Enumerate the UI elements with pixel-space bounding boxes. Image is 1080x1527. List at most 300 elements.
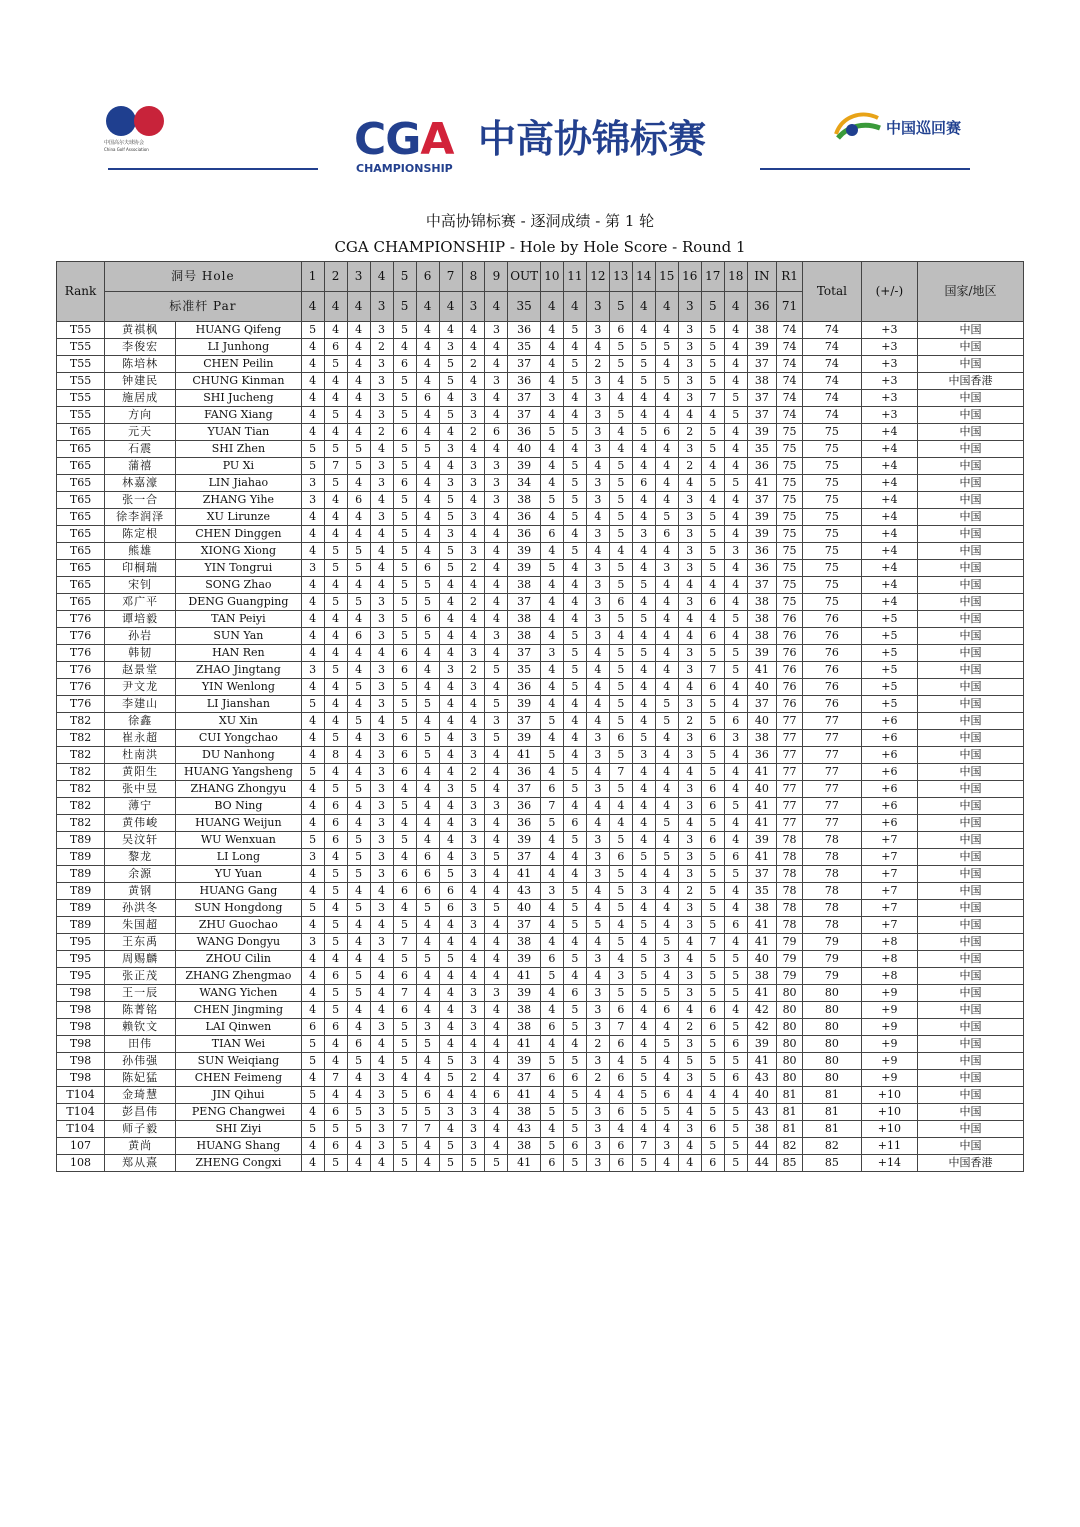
hole-score: 4 xyxy=(586,764,609,781)
hole-score: 39 xyxy=(508,1053,540,1070)
player-to-par: +4 xyxy=(861,509,917,526)
hole-score: 4 xyxy=(632,713,655,730)
hole-score: 4 xyxy=(678,628,701,645)
hole-score: 80 xyxy=(777,1070,803,1087)
hole-score: 41 xyxy=(747,985,776,1002)
hole-score: 4 xyxy=(540,730,563,747)
hole-score: 5 xyxy=(563,679,586,696)
hole-score: 4 xyxy=(655,492,678,509)
hole-score: 3 xyxy=(370,662,393,679)
hole-score: 5 xyxy=(439,951,462,968)
hole-score: 4 xyxy=(324,492,347,509)
hole-score: 3 xyxy=(678,1070,701,1087)
hole-score: 3 xyxy=(370,356,393,373)
hole-score: 3 xyxy=(678,645,701,662)
par-value: 4 xyxy=(485,292,508,322)
hole-score: 5 xyxy=(609,662,632,679)
hole-score: 6 xyxy=(609,1070,632,1087)
hole-score: 4 xyxy=(655,1121,678,1138)
hole-score: 3 xyxy=(462,645,485,662)
hole-score: 3 xyxy=(462,832,485,849)
hole-score: 38 xyxy=(508,1104,540,1121)
hole-score: 4 xyxy=(724,424,747,441)
hole-score: 5 xyxy=(462,1155,485,1172)
hole-score: 3 xyxy=(724,730,747,747)
hole-score: 5 xyxy=(701,696,724,713)
hole-score: 5 xyxy=(563,424,586,441)
hole-number: 14 xyxy=(632,262,655,292)
hole-score: 74 xyxy=(777,339,803,356)
hole-score: 4 xyxy=(655,747,678,764)
hole-score: 4 xyxy=(632,696,655,713)
hole-score: 76 xyxy=(777,679,803,696)
par-value: 4 xyxy=(301,292,324,322)
table-row xyxy=(57,645,1024,662)
hole-score: 6 xyxy=(655,424,678,441)
hole-score: 4 xyxy=(586,968,609,985)
player-rank: T98 xyxy=(57,1070,105,1087)
hole-score: 3 xyxy=(370,611,393,628)
hole-score: 4 xyxy=(324,849,347,866)
hole-score: 5 xyxy=(324,985,347,1002)
player-nation: 中国 xyxy=(918,866,1024,883)
hole-score: 2 xyxy=(586,1070,609,1087)
player-nation: 中国 xyxy=(918,475,1024,492)
hole-score: 6 xyxy=(301,1019,324,1036)
hole-score: 4 xyxy=(462,968,485,985)
player-name-cn: 钟建民 xyxy=(105,373,176,390)
hole-score: 3 xyxy=(301,475,324,492)
hole-score: 4 xyxy=(724,934,747,951)
hole-score: 4 xyxy=(655,458,678,475)
hole-score: 5 xyxy=(416,1104,439,1121)
hole-score: 4 xyxy=(462,696,485,713)
hole-score: 5 xyxy=(701,339,724,356)
hole-number: 13 xyxy=(609,262,632,292)
hole-score: 3 xyxy=(439,475,462,492)
hole-score: 5 xyxy=(701,1104,724,1121)
hole-score: 3 xyxy=(370,373,393,390)
hole-score: 4 xyxy=(393,815,416,832)
hole-score: 4 xyxy=(632,543,655,560)
hole-score: 5 xyxy=(724,611,747,628)
table-row xyxy=(57,611,1024,628)
hole-score: 4 xyxy=(485,747,508,764)
player-to-par: +10 xyxy=(861,1121,917,1138)
hole-score: 5 xyxy=(632,1053,655,1070)
player-name-cn: 宋钊 xyxy=(105,577,176,594)
player-total: 81 xyxy=(803,1087,862,1104)
hole-score: 4 xyxy=(485,560,508,577)
player-total: 75 xyxy=(803,526,862,543)
hole-score: 4 xyxy=(416,424,439,441)
hole-score: 5 xyxy=(609,356,632,373)
hole-score: 4 xyxy=(563,1036,586,1053)
player-nation: 中国 xyxy=(918,560,1024,577)
hole-score: 4 xyxy=(439,968,462,985)
hole-score: 78 xyxy=(777,832,803,849)
hole-score: 5 xyxy=(393,322,416,339)
hole-score: 75 xyxy=(777,543,803,560)
player-to-par: +4 xyxy=(861,492,917,509)
hole-score: 5 xyxy=(393,679,416,696)
cga-wordmark xyxy=(354,114,454,165)
hole-score: 6 xyxy=(701,832,724,849)
hole-score: 5 xyxy=(393,1155,416,1172)
hole-score: 38 xyxy=(747,730,776,747)
hole-score: 4 xyxy=(485,832,508,849)
hole-score: 5 xyxy=(701,849,724,866)
table-row xyxy=(57,781,1024,798)
hole-score: 4 xyxy=(347,407,370,424)
hole-score: 4 xyxy=(701,407,724,424)
hole-score: 4 xyxy=(393,781,416,798)
hole-score: 6 xyxy=(540,526,563,543)
par-value: 4 xyxy=(439,292,462,322)
player-nation: 中国 xyxy=(918,934,1024,951)
hole-score: 5 xyxy=(393,798,416,815)
hole-score: 38 xyxy=(508,934,540,951)
hole-score: 4 xyxy=(655,577,678,594)
hole-score: 40 xyxy=(747,713,776,730)
player-to-par: +8 xyxy=(861,968,917,985)
hole-score: 5 xyxy=(301,1121,324,1138)
hole-score: 2 xyxy=(678,883,701,900)
hole-score: 4 xyxy=(347,883,370,900)
hole-score: 5 xyxy=(324,560,347,577)
hole-score: 5 xyxy=(540,1104,563,1121)
player-nation: 中国香港 xyxy=(918,1155,1024,1172)
hole-score: 4 xyxy=(462,441,485,458)
par-value: 3 xyxy=(678,292,701,322)
table-row xyxy=(57,339,1024,356)
hole-score: 4 xyxy=(632,764,655,781)
hole-score: 6 xyxy=(609,1002,632,1019)
player-total: 77 xyxy=(803,747,862,764)
hole-score: 37 xyxy=(508,390,540,407)
hole-score: 4 xyxy=(655,1053,678,1070)
hole-score: 6 xyxy=(724,917,747,934)
hole-score: 3 xyxy=(586,475,609,492)
hole-score: 4 xyxy=(347,1087,370,1104)
player-name-cn: 陈培林 xyxy=(105,356,176,373)
hole-score: 5 xyxy=(609,781,632,798)
hole-score: 4 xyxy=(370,526,393,543)
hole-score: 43 xyxy=(747,1070,776,1087)
hole-score: 78 xyxy=(777,883,803,900)
player-name-en: WANG Yichen xyxy=(176,985,301,1002)
hole-score: 4 xyxy=(416,764,439,781)
player-name-cn: 黄尚 xyxy=(105,1138,176,1155)
hole-score: 5 xyxy=(439,1155,462,1172)
cga-wordmark-a: A xyxy=(420,114,454,165)
hole-score: 6 xyxy=(416,611,439,628)
hole-score: 40 xyxy=(508,441,540,458)
hole-score: 4 xyxy=(701,458,724,475)
player-to-par: +6 xyxy=(861,713,917,730)
hole-score: 3 xyxy=(370,730,393,747)
hole-score: 4 xyxy=(462,1036,485,1053)
player-to-par: +4 xyxy=(861,594,917,611)
player-total: 77 xyxy=(803,781,862,798)
hole-score: 80 xyxy=(777,1053,803,1070)
player-total: 74 xyxy=(803,356,862,373)
hole-score: 4 xyxy=(655,611,678,628)
table-row xyxy=(57,849,1024,866)
table-row xyxy=(57,1053,1024,1070)
hole-score: 5 xyxy=(724,1019,747,1036)
hole-score: 6 xyxy=(724,849,747,866)
hole-score: 4 xyxy=(416,679,439,696)
player-nation: 中国 xyxy=(918,968,1024,985)
hole-score: 4 xyxy=(370,951,393,968)
hole-score: 4 xyxy=(678,407,701,424)
hole-score: 3 xyxy=(678,526,701,543)
player-name-en: CHUNG Kinman xyxy=(176,373,301,390)
player-total: 75 xyxy=(803,424,862,441)
player-total: 79 xyxy=(803,934,862,951)
hole-score: 4 xyxy=(540,509,563,526)
player-to-par: +8 xyxy=(861,951,917,968)
hole-score: 4 xyxy=(724,679,747,696)
hole-score: 4 xyxy=(416,526,439,543)
hole-score: 4 xyxy=(301,577,324,594)
hole-score: 2 xyxy=(586,1036,609,1053)
hole-score: 4 xyxy=(347,373,370,390)
hole-score: 4 xyxy=(416,781,439,798)
hole-score: 4 xyxy=(563,968,586,985)
hole-score: 4 xyxy=(485,611,508,628)
player-nation: 中国 xyxy=(918,662,1024,679)
hole-score: 4 xyxy=(586,1087,609,1104)
player-name-en: HUANG Yangsheng xyxy=(176,764,301,781)
hole-score: 5 xyxy=(485,1155,508,1172)
hole-score: 5 xyxy=(609,900,632,917)
hole-score: 36 xyxy=(747,543,776,560)
hole-score: 5 xyxy=(701,441,724,458)
hole-score: 5 xyxy=(701,917,724,934)
hole-score: 2 xyxy=(462,356,485,373)
hole-score: 5 xyxy=(416,577,439,594)
player-to-par: +6 xyxy=(861,764,917,781)
player-rank: T89 xyxy=(57,883,105,900)
hole-score: 5 xyxy=(393,1087,416,1104)
player-rank: 108 xyxy=(57,1155,105,1172)
hole-score: 4 xyxy=(324,679,347,696)
hole-score: 4 xyxy=(301,356,324,373)
table-row xyxy=(57,1087,1024,1104)
hole-score: 6 xyxy=(540,1070,563,1087)
hole-score: 4 xyxy=(655,883,678,900)
hole-score: 4 xyxy=(678,815,701,832)
hole-score: 4 xyxy=(301,594,324,611)
hole-score: 3 xyxy=(370,781,393,798)
player-name-en: CHEN Jingming xyxy=(176,1002,301,1019)
hole-score: 5 xyxy=(701,543,724,560)
player-nation: 中国 xyxy=(918,1138,1024,1155)
hole-score: 39 xyxy=(747,645,776,662)
player-nation: 中国 xyxy=(918,1036,1024,1053)
hole-score: 4 xyxy=(301,730,324,747)
hole-score: 6 xyxy=(701,679,724,696)
hole-score: 4 xyxy=(347,764,370,781)
hole-score: 4 xyxy=(609,441,632,458)
hole-score: 4 xyxy=(439,764,462,781)
hole-score: 75 xyxy=(777,509,803,526)
hole-score: 5 xyxy=(632,951,655,968)
hole-score: 4 xyxy=(439,849,462,866)
hole-score: 75 xyxy=(777,577,803,594)
player-rank: T89 xyxy=(57,832,105,849)
hole-score: 5 xyxy=(609,339,632,356)
table-row xyxy=(57,985,1024,1002)
player-rank: T104 xyxy=(57,1087,105,1104)
player-rank: T104 xyxy=(57,1121,105,1138)
hole-score: 3 xyxy=(678,594,701,611)
hole-score: 4 xyxy=(724,492,747,509)
hole-score: 76 xyxy=(777,662,803,679)
player-nation: 中国 xyxy=(918,628,1024,645)
hole-score: 5 xyxy=(393,560,416,577)
player-rank: T76 xyxy=(57,611,105,628)
hole-score: 4 xyxy=(485,645,508,662)
hole-score: 3 xyxy=(462,390,485,407)
player-total: 75 xyxy=(803,594,862,611)
hole-score: 5 xyxy=(563,645,586,662)
logo-red-circle xyxy=(134,106,164,136)
player-name-cn: 赵景堂 xyxy=(105,662,176,679)
player-to-par: +4 xyxy=(861,543,917,560)
hole-score: 4 xyxy=(540,934,563,951)
player-to-par: +4 xyxy=(861,458,917,475)
hole-score: 6 xyxy=(324,832,347,849)
hole-score: 41 xyxy=(508,747,540,764)
hole-score: 4 xyxy=(347,475,370,492)
hole-score: 6 xyxy=(724,1036,747,1053)
player-name-en: ZHANG Zhengmao xyxy=(176,968,301,985)
table-row xyxy=(57,509,1024,526)
player-to-par: +9 xyxy=(861,985,917,1002)
hole-score: 3 xyxy=(678,900,701,917)
hole-score: 4 xyxy=(540,373,563,390)
hole-score: 74 xyxy=(777,356,803,373)
hole-score: 3 xyxy=(370,1121,393,1138)
hole-score: 3 xyxy=(462,815,485,832)
hole-score: 6 xyxy=(393,764,416,781)
hole-score: 79 xyxy=(777,951,803,968)
hole-score: 4 xyxy=(655,968,678,985)
hole-score: 5 xyxy=(609,492,632,509)
hole-score: 6 xyxy=(609,594,632,611)
hole-score: 4 xyxy=(586,713,609,730)
hole-score: 4 xyxy=(416,492,439,509)
hole-score: 36 xyxy=(508,322,540,339)
player-total: 78 xyxy=(803,832,862,849)
hole-score: 4 xyxy=(370,985,393,1002)
hole-score: 4 xyxy=(609,798,632,815)
hole-score: 4 xyxy=(439,934,462,951)
hole-score: 4 xyxy=(632,934,655,951)
hole-score: 3 xyxy=(439,339,462,356)
hole-score: 4 xyxy=(416,713,439,730)
hole-score: 4 xyxy=(485,509,508,526)
hole-score: 4 xyxy=(655,390,678,407)
hole-score: 5 xyxy=(416,628,439,645)
hole-score: 5 xyxy=(655,713,678,730)
player-name-en: FANG Xiang xyxy=(176,407,301,424)
hole-score: 5 xyxy=(393,1138,416,1155)
hole-score: 5 xyxy=(540,747,563,764)
hole-score: 41 xyxy=(747,917,776,934)
hole-score: 4 xyxy=(439,730,462,747)
player-name-cn: 熊雄 xyxy=(105,543,176,560)
hole-score: 5 xyxy=(563,951,586,968)
player-total: 77 xyxy=(803,815,862,832)
hole-score: 3 xyxy=(370,832,393,849)
hole-score: 5 xyxy=(416,1036,439,1053)
hole-score: 4 xyxy=(724,1087,747,1104)
header-par: 标准杆 Par xyxy=(105,292,302,322)
hole-score: 4 xyxy=(540,662,563,679)
player-nation: 中国 xyxy=(918,645,1024,662)
hole-score: 74 xyxy=(777,390,803,407)
hole-score: 4 xyxy=(609,543,632,560)
hole-score: 5 xyxy=(393,628,416,645)
hole-score: 6 xyxy=(393,866,416,883)
hole-score: 5 xyxy=(301,696,324,713)
player-name-en: DU Nanhong xyxy=(176,747,301,764)
hole-score: 3 xyxy=(632,883,655,900)
hole-score: 5 xyxy=(540,1053,563,1070)
hole-score: 3 xyxy=(586,611,609,628)
player-total: 77 xyxy=(803,798,862,815)
hole-score: 5 xyxy=(324,407,347,424)
table-row xyxy=(57,934,1024,951)
hole-score: 6 xyxy=(324,815,347,832)
hole-score: 4 xyxy=(724,815,747,832)
hole-score: 4 xyxy=(563,696,586,713)
hole-score: 4 xyxy=(462,883,485,900)
hole-number: 17 xyxy=(701,262,724,292)
hole-score: 4 xyxy=(563,560,586,577)
player-total: 80 xyxy=(803,1036,862,1053)
hole-score: 4 xyxy=(632,1019,655,1036)
hole-score: 5 xyxy=(655,815,678,832)
hole-score: 3 xyxy=(370,475,393,492)
player-nation: 中国 xyxy=(918,900,1024,917)
hole-score: 3 xyxy=(678,543,701,560)
header-row-hole xyxy=(57,262,1024,292)
hole-score: 4 xyxy=(655,1155,678,1172)
hole-score: 4 xyxy=(609,373,632,390)
player-nation: 中国 xyxy=(918,781,1024,798)
hole-score: 5 xyxy=(563,628,586,645)
hole-score: 4 xyxy=(370,1155,393,1172)
hole-score: 4 xyxy=(655,866,678,883)
hole-score: 3 xyxy=(678,356,701,373)
hole-score: 4 xyxy=(540,356,563,373)
hole-score: 4 xyxy=(540,1036,563,1053)
table-row xyxy=(57,951,1024,968)
table-row xyxy=(57,917,1024,934)
hole-score: 4 xyxy=(439,832,462,849)
player-name-cn: 朱国超 xyxy=(105,917,176,934)
player-nation: 中国 xyxy=(918,594,1024,611)
hole-score: 5 xyxy=(724,645,747,662)
hole-score: 4 xyxy=(347,611,370,628)
hole-score: 5 xyxy=(563,1121,586,1138)
hole-score: 4 xyxy=(724,356,747,373)
